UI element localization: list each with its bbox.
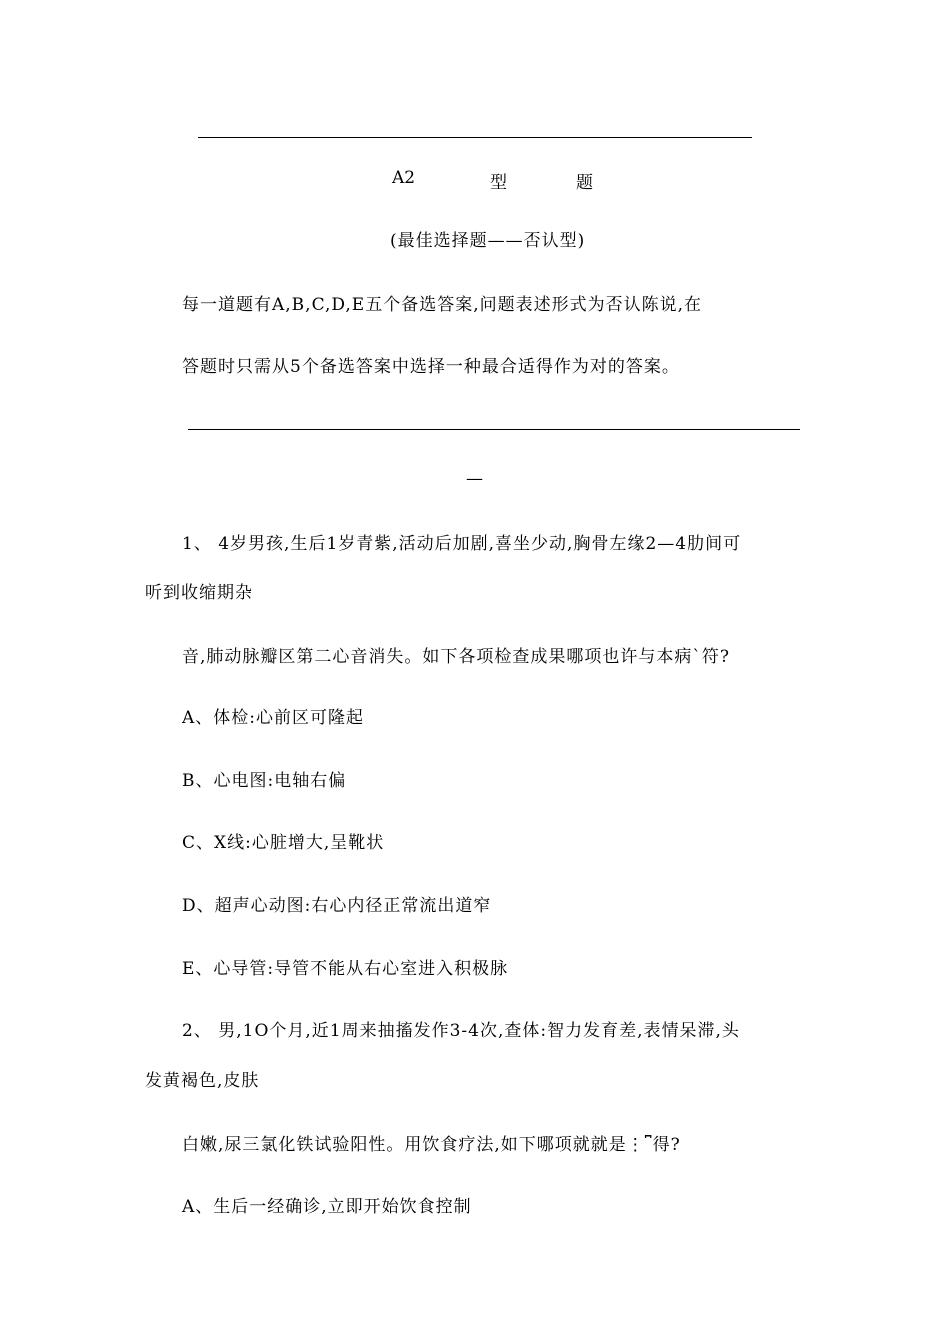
q1-stem-line-2: 听到收缩期杂 (145, 583, 253, 603)
title-part-type: 型 (490, 173, 507, 193)
section-subtitle: (最佳选择题——否认型) (390, 231, 586, 251)
title-part-question: 题 (576, 173, 593, 193)
q1-option-b: B、心电图:电轴右偏 (182, 771, 347, 791)
separator-tail: — (466, 469, 484, 489)
q2-stem-line-3: 白嫩,尿三氯化铁试验阳性。用饮食疗法,如下哪项就就是⋮⎴得? (182, 1135, 681, 1155)
section-title (390, 168, 610, 192)
title-part-a2: A2 (392, 168, 416, 188)
q2-option-a: A、生后一经确诊,立即开始饮食控制 (182, 1197, 472, 1217)
q2-stem-line-2: 发黄褐色,皮肤 (145, 1071, 260, 1091)
q1-option-c: C、X线:心脏增大,呈靴状 (182, 833, 385, 853)
q1-stem-line-3: 音,肺动脉瓣区第二心音消失。如下各项检查成果哪项也许与本病`符? (182, 647, 731, 667)
intro-line-2: 答题时只需从5个备选答案中选择一种最合适得作为对的答案。 (182, 357, 680, 377)
q1-stem-line-1: 1、 4岁男孩,生后1岁青紫,活动后加剧,喜坐少动,胸骨左缘2—4肋间可 (182, 534, 742, 554)
q1-option-a: A、体检:心前区可隆起 (182, 708, 365, 728)
separator-rule (188, 429, 800, 430)
q1-option-e: E、心导管:导管不能从右心室进入积极脉 (182, 959, 509, 979)
top-rule (198, 137, 752, 138)
q2-stem-line-1: 2、 男,1O个月,近1周来抽搐发作3-4次,查体:智力发育差,表情呆滞,头 (182, 1021, 740, 1041)
intro-line-1: 每一道题有A,B,C,D,E五个备选答案,问题表述形式为否认陈说,在 (182, 295, 703, 315)
q1-option-d: D、超声心动图:右心内径正常流出道窄 (182, 896, 492, 916)
